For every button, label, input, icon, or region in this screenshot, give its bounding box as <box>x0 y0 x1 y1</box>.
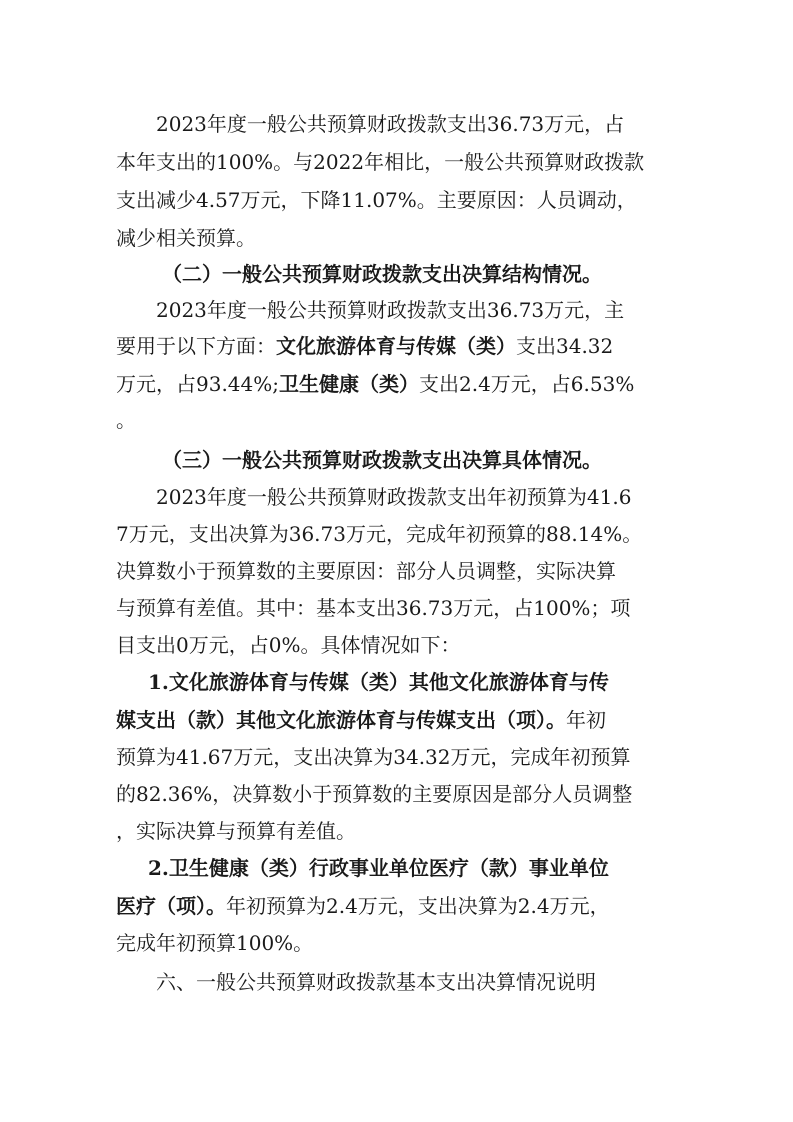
paragraph-3-line-5: 目支出0万元，占0%。具体情况如下： <box>116 633 461 657</box>
item-1-line-2-tail: 年初 <box>566 708 606 732</box>
paragraph-2-line-3-text: 万元，占93.44%; <box>116 372 279 396</box>
paragraph-2-line-3-tail: 支出2.4万元，占6.53% <box>419 372 635 396</box>
item-1-heading-line-1: 1.文化旅游体育与传媒（类）其他文化旅游体育与传 <box>148 670 609 694</box>
item-2-line-2 <box>116 890 696 922</box>
paragraph-2-line-2-tail: 支出34.32 <box>516 334 614 358</box>
item-2-line-2-tail: 年初预算为2.4万元，支出决算为2.4万元， <box>226 894 610 918</box>
paragraph-3-line-4: 与预算有差值。其中：基本支出36.73万元，占100%；项 <box>116 596 631 620</box>
paragraph-3-line-1: 2023年度一般公共预算财政拨款支出年初预算为41.6 <box>156 485 632 509</box>
paragraph-2-line-2-text: 要用于以下方面： <box>116 334 276 358</box>
paragraph-3-line-2: 7万元，支出决算为36.73万元，完成年初预算的88.14%。 <box>116 522 643 546</box>
paragraph-1-line-1: 2023年度一般公共预算财政拨款支出36.73万元，占 <box>156 112 625 136</box>
item-2-line-3: 完成年初预算100%。 <box>116 931 314 955</box>
item-1-heading-line-2: 媒支出（款）其他文化旅游体育与传媒支出（项）。 <box>116 708 566 732</box>
item-1-line-3: 预算为41.67万元，支出决算为34.32万元，完成年初预算 <box>116 745 631 769</box>
paragraph-2-line-3 <box>116 368 696 400</box>
item-1-line-5: ，实际决算与预算有差值。 <box>116 819 356 843</box>
paragraph-1-line-4: 减少相关预算。 <box>116 226 256 250</box>
item-1-line-2 <box>116 704 696 736</box>
paragraph-2-line-1: 2023年度一般公共预算财政拨款支出36.73万元，主 <box>156 298 625 322</box>
item-1-line-4: 的82.36%，决算数小于预算数的主要原因是部分人员调整 <box>116 782 633 806</box>
paragraph-1-line-3: 支出减少4.57万元，下降11.07%。主要原因：人员调动， <box>116 188 637 212</box>
section-heading-3: （三）一般公共预算财政拨款支出决算具体情况。 <box>162 448 602 472</box>
item-2-heading-line-2: 医疗（项）。 <box>116 894 226 918</box>
category-health-label: 卫生健康（类） <box>279 372 419 396</box>
section-heading-2: （二）一般公共预算财政拨款支出决算结构情况。 <box>162 262 602 286</box>
paragraph-1-line-2: 本年支出的100%。与2022年相比，一般公共预算财政拨款 <box>116 150 645 174</box>
paragraph-3-line-3: 决算数小于预算数的主要原因：部分人员调整，实际决算 <box>116 559 616 583</box>
paragraph-2-line-4: 。 <box>116 408 136 432</box>
category-culture-label: 文化旅游体育与传媒（类） <box>276 334 516 358</box>
paragraph-2-line-2 <box>116 330 696 362</box>
section-heading-6: 六、一般公共预算财政拨款基本支出决算情况说明 <box>156 970 596 994</box>
item-2-heading-line-1: 2.卫生健康（类）行政事业单位医疗（款）事业单位 <box>148 856 609 880</box>
